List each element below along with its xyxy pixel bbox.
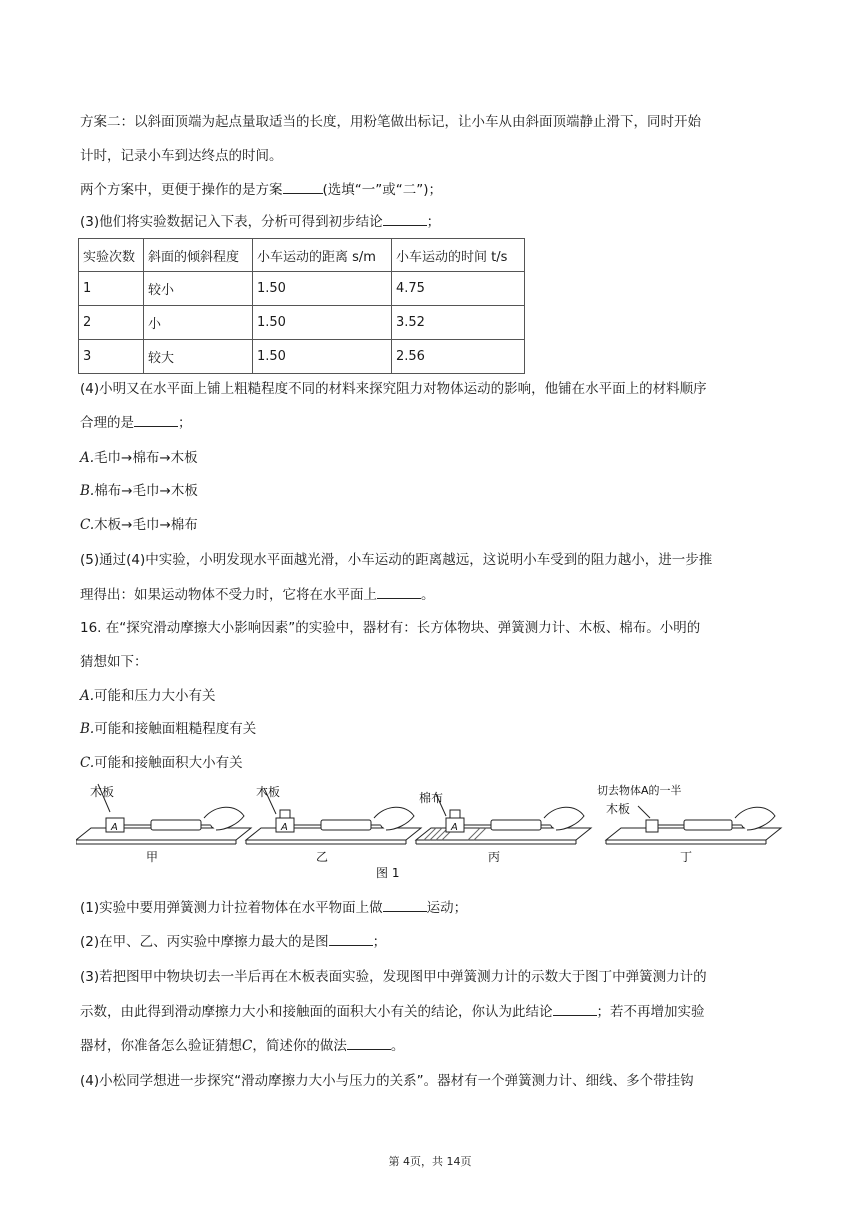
choice-question: 两个方案中，更便于操作的是方案 (选填“一”或“二”)； [80, 175, 785, 205]
experiment-figure [76, 780, 786, 886]
question-5-line1: (5)通过(4)中实验，小明发现水平面越光滑，小车运动的距离越远，这说明小车受到的阻力越小，进一步推 [80, 552, 713, 568]
label-board: 木板 [90, 785, 115, 799]
table-cell: 较小 [144, 272, 253, 306]
table-cell: 4.75 [392, 272, 525, 306]
table-cell: 3 [79, 340, 144, 374]
hand-icon [204, 807, 244, 830]
table-cell: 较大 [144, 340, 253, 374]
table-row [79, 272, 525, 306]
page-footer: 第 4页，共 14页 [388, 1155, 472, 1168]
subquestion-3-line2: 示数，由此得到滑动摩擦力大小和接触面的面积大小有关的结论，你认为此结论 ；若不再增加实验 [80, 997, 785, 1027]
question-16-line2: 猜想如下： [80, 654, 148, 670]
table-cell: 1 [79, 272, 144, 306]
subquestion-4-line1: (4)小松同学想进一步探究“滑动摩擦力大小与压力的关系”。器材有一个弹簧测力计、细线、多个带挂钩 [80, 1073, 694, 1089]
hypothesis-c: C.可能和接触面积大小有关 [80, 755, 243, 771]
block-label: A [451, 822, 458, 833]
hypothesis-b: B.可能和接触面粗糙程度有关 [80, 721, 257, 737]
setup-ding [606, 806, 781, 844]
label-board: 木板 [606, 802, 631, 816]
spring-scale [491, 820, 541, 830]
label-cloth: 棉布 [419, 791, 444, 805]
figure-caption: 图 1 [376, 866, 400, 880]
label-yi: 乙 [316, 850, 329, 864]
table-cell: 2 [79, 306, 144, 340]
subquestion-1: (1)实验中要用弹簧测力计拉着物体在水平物面上做 运动； [80, 893, 785, 923]
answer-blank[interactable] [553, 999, 597, 1016]
answer-blank[interactable] [329, 929, 373, 946]
hand-icon [544, 807, 584, 830]
answer-blank[interactable] [383, 209, 427, 226]
table-cell: 2.56 [392, 340, 525, 374]
table-row [79, 340, 525, 374]
answer-blank[interactable] [283, 177, 323, 194]
option-b: B.棉布→毛巾→木板 [80, 483, 198, 499]
half-block [646, 820, 658, 832]
label-bing: 丙 [488, 850, 501, 864]
question-5-line2: 理得出：如果运动物体不受力时，它将在水平面上 。 [80, 580, 785, 610]
answer-blank[interactable] [134, 410, 178, 427]
table-cell: 3.52 [392, 306, 525, 340]
spring-scale [151, 820, 201, 830]
weight-icon [450, 810, 460, 818]
hand-icon [374, 807, 414, 830]
question-4-line1: (4)小明又在水平面上铺上粗糙程度不同的材料来探究阻力对物体运动的影响，他铺在水平面上的材料顺序 [80, 381, 707, 397]
option-c: C.木板→毛巾→棉布 [80, 517, 198, 533]
subquestion-2: (2)在甲、乙、丙实验中摩擦力最大的是图 ； [80, 927, 785, 957]
label-board: 木板 [256, 785, 281, 799]
table-row [79, 306, 525, 340]
answer-blank[interactable] [347, 1033, 391, 1050]
block-label: A [111, 822, 118, 833]
label-ding: 丁 [680, 850, 693, 864]
table-cell: 小 [144, 306, 253, 340]
answer-blank[interactable] [377, 582, 421, 599]
question-16-line1: 16. 在“探究滑动摩擦大小影响因素”的实验中，器材有：长方体物块、弹簧测力计、木板、棉布。小明的 [80, 620, 701, 636]
weight-icon [280, 810, 290, 818]
option-a: A.毛巾→棉布→木板 [80, 450, 198, 466]
hand-icon [735, 807, 775, 830]
subquestion-3-line1: (3)若把图甲中物块切去一半后再在木板表面实验，发现图甲中弹簧测力计的示数大于图丁中弹簧测力计的 [80, 969, 707, 985]
question-3: (3)他们将实验数据记入下表，分析可得到初步结论 ； [80, 207, 785, 237]
table-header: 斜面的倾斜程度 [144, 239, 253, 272]
question-4-line2: 合理的是 ； [80, 408, 785, 438]
label-jia: 甲 [146, 850, 159, 864]
block-label: A [281, 822, 288, 833]
table-header-row [79, 239, 525, 272]
plan2-line1: 方案二：以斜面顶端为起点量取适当的长度，用粉笔做出标记，让小车从由斜面顶端静止滑下，同时开始 [80, 114, 701, 130]
table-cell: 1.50 [253, 340, 392, 374]
table-cell: 1.50 [253, 306, 392, 340]
hypothesis-a: A.可能和压力大小有关 [80, 688, 216, 704]
spring-scale [684, 820, 732, 830]
table-header: 实验次数 [79, 239, 144, 272]
spring-scale [321, 820, 371, 830]
table-cell: 1.50 [253, 272, 392, 306]
table-header: 小车运动的时间 t/s [392, 239, 525, 272]
plan2-line2: 计时，记录小车到达终点的时间。 [80, 148, 283, 164]
table-header: 小车运动的距离 s/m [253, 239, 392, 272]
data-table [78, 238, 525, 374]
answer-blank[interactable] [383, 895, 427, 912]
label-cut-half: 切去物体A的一半 [597, 784, 682, 797]
subquestion-3-line3: 器材，你准备怎么验证猜想C，简述你的做法 。 [80, 1031, 785, 1061]
